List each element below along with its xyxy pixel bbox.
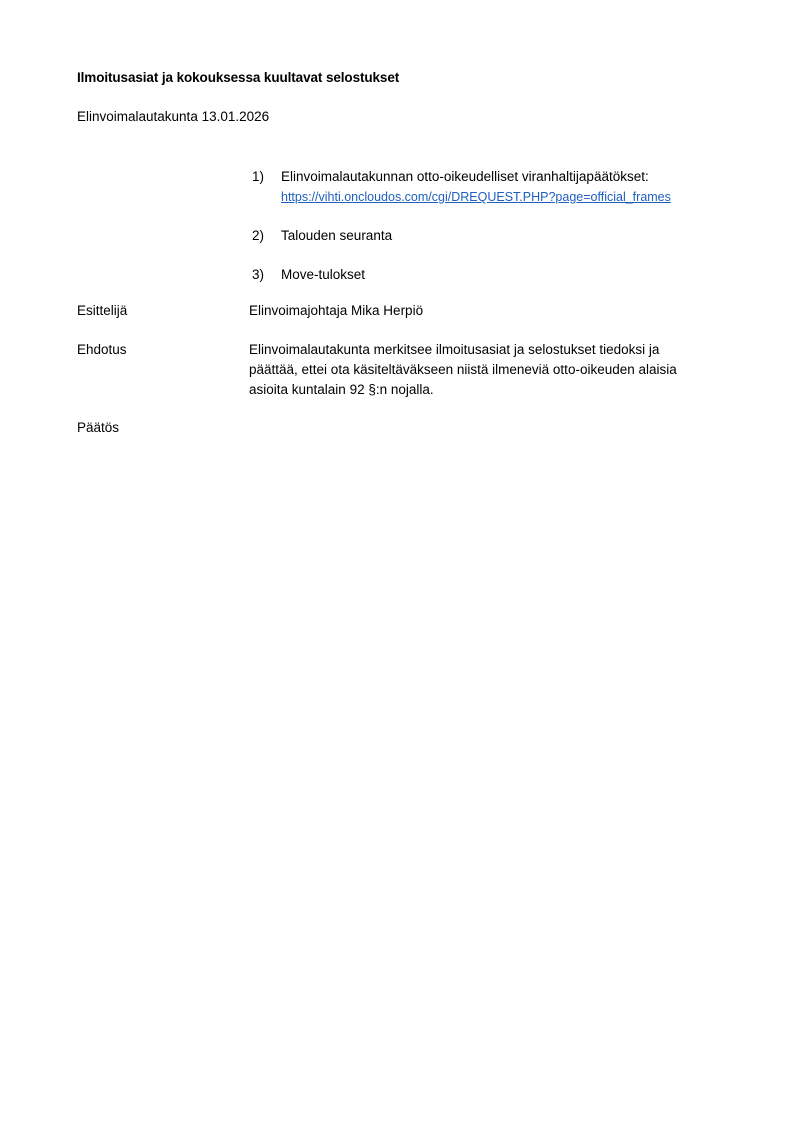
presenter-value: Elinvoimajohtaja Mika Herpiö — [249, 303, 424, 318]
list-item-number: 1) — [252, 169, 265, 184]
proposal-line: päättää, ettei ota käsiteltäväkseen niistä ilmeneviä otto-oikeuden alaisia — [249, 362, 677, 377]
proposal-line: asioita kuntalain 92 §:n nojalla. — [249, 382, 434, 397]
proposal-line: Elinvoimalautakunta merkitsee ilmoitusasiat ja selostukset tiedoksi ja — [249, 342, 660, 357]
document-title: Ilmoitusasiat ja kokouksessa kuultavat selostukset — [77, 70, 400, 85]
presenter-row — [77, 301, 737, 321]
notice-list — [252, 167, 732, 285]
proposal-row — [77, 340, 737, 400]
list-item — [252, 265, 732, 285]
decisions-link[interactable]: https://vihti.oncloudos.com/cgi/DREQUEST.PHP?page=official_frames — [281, 190, 671, 204]
proposal-text — [249, 340, 737, 400]
list-item-text: Elinvoimalautakunnan otto-oikeudelliset viranhaltijapäätökset: — [281, 169, 649, 184]
list-item — [252, 226, 732, 246]
decision-label: Päätös — [77, 420, 120, 435]
list-item-number: 2) — [252, 228, 265, 243]
decision-row — [77, 418, 737, 438]
list-item-number: 3) — [252, 267, 265, 282]
proposal-label: Ehdotus — [77, 342, 127, 357]
committee-date: Elinvoimalautakunta 13.01.2026 — [77, 109, 270, 124]
list-item — [252, 167, 732, 207]
list-item-text: Move-tulokset — [281, 267, 366, 282]
list-item-text: Talouden seuranta — [281, 228, 393, 243]
presenter-label: Esittelijä — [77, 303, 128, 318]
decision-value — [249, 418, 737, 438]
